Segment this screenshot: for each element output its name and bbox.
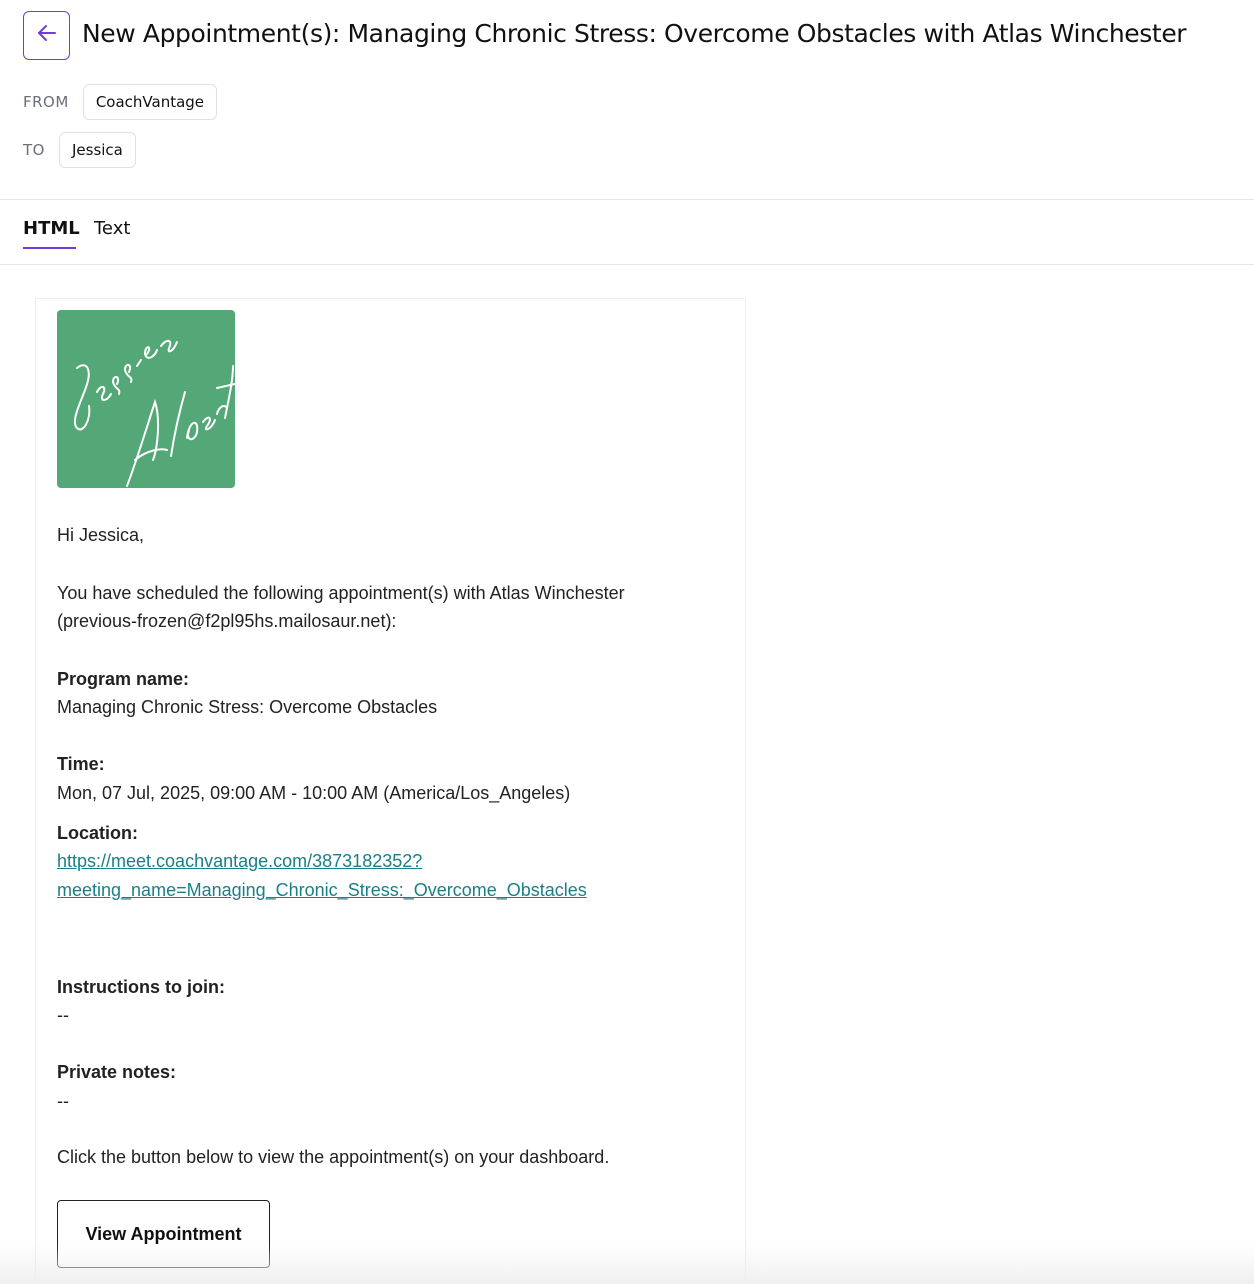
tab-html[interactable]: HTML (23, 218, 80, 239)
time-value: Mon, 07 Jul, 2025, 09:00 AM - 10:00 AM (America/Los_Angeles) (57, 783, 571, 803)
view-appointment-button[interactable]: View Appointment (57, 1200, 270, 1268)
arrow-left-icon (35, 21, 59, 50)
private-notes-value: -- (57, 1091, 69, 1111)
tab-text[interactable]: Text (94, 218, 131, 239)
active-tab-indicator (23, 247, 76, 249)
location-link-line-2[interactable]: meeting_name=Managing_Chronic_Stress:_Overcome_Obstacles (57, 880, 587, 900)
to-row (23, 132, 136, 168)
instructions-label: Instructions to join: (57, 977, 225, 997)
email-body (35, 298, 746, 1284)
greeting: Hi Jessica, (57, 525, 145, 545)
brand-logo (57, 310, 235, 488)
time-label: Time: (57, 754, 105, 774)
program-label: Program name: (57, 669, 190, 689)
private-notes-label: Private notes: (57, 1062, 177, 1082)
location-label: Location: (57, 823, 138, 843)
email-header (0, 0, 1254, 200)
back-button[interactable] (23, 11, 70, 60)
view-tabs (0, 200, 1254, 265)
location-link-line-1[interactable]: https://meet.coachvantage.com/3873182352? (57, 851, 423, 871)
program-value: Managing Chronic Stress: Overcome Obstacles (57, 697, 438, 717)
intro-line-2: (previous-frozen@f2pl95hs.mailosaur.net): (57, 611, 397, 631)
instructions-value: -- (57, 1005, 69, 1025)
bottom-fade (0, 1244, 1254, 1284)
email-subject: New Appointment(s): Managing Chronic Stress: Overcome Obstacles with Atlas Winchester (82, 19, 1187, 48)
from-row (23, 84, 217, 120)
intro-line-1: You have scheduled the following appointment(s) with Atlas Winchester (57, 583, 625, 603)
from-chip[interactable]: CoachVantage (83, 84, 217, 120)
cta-text: Click the button below to view the appointment(s) on your dashboard. (57, 1147, 610, 1167)
from-label: FROM (23, 93, 69, 111)
to-chip[interactable]: Jessica (59, 132, 136, 168)
to-label: TO (23, 141, 45, 159)
